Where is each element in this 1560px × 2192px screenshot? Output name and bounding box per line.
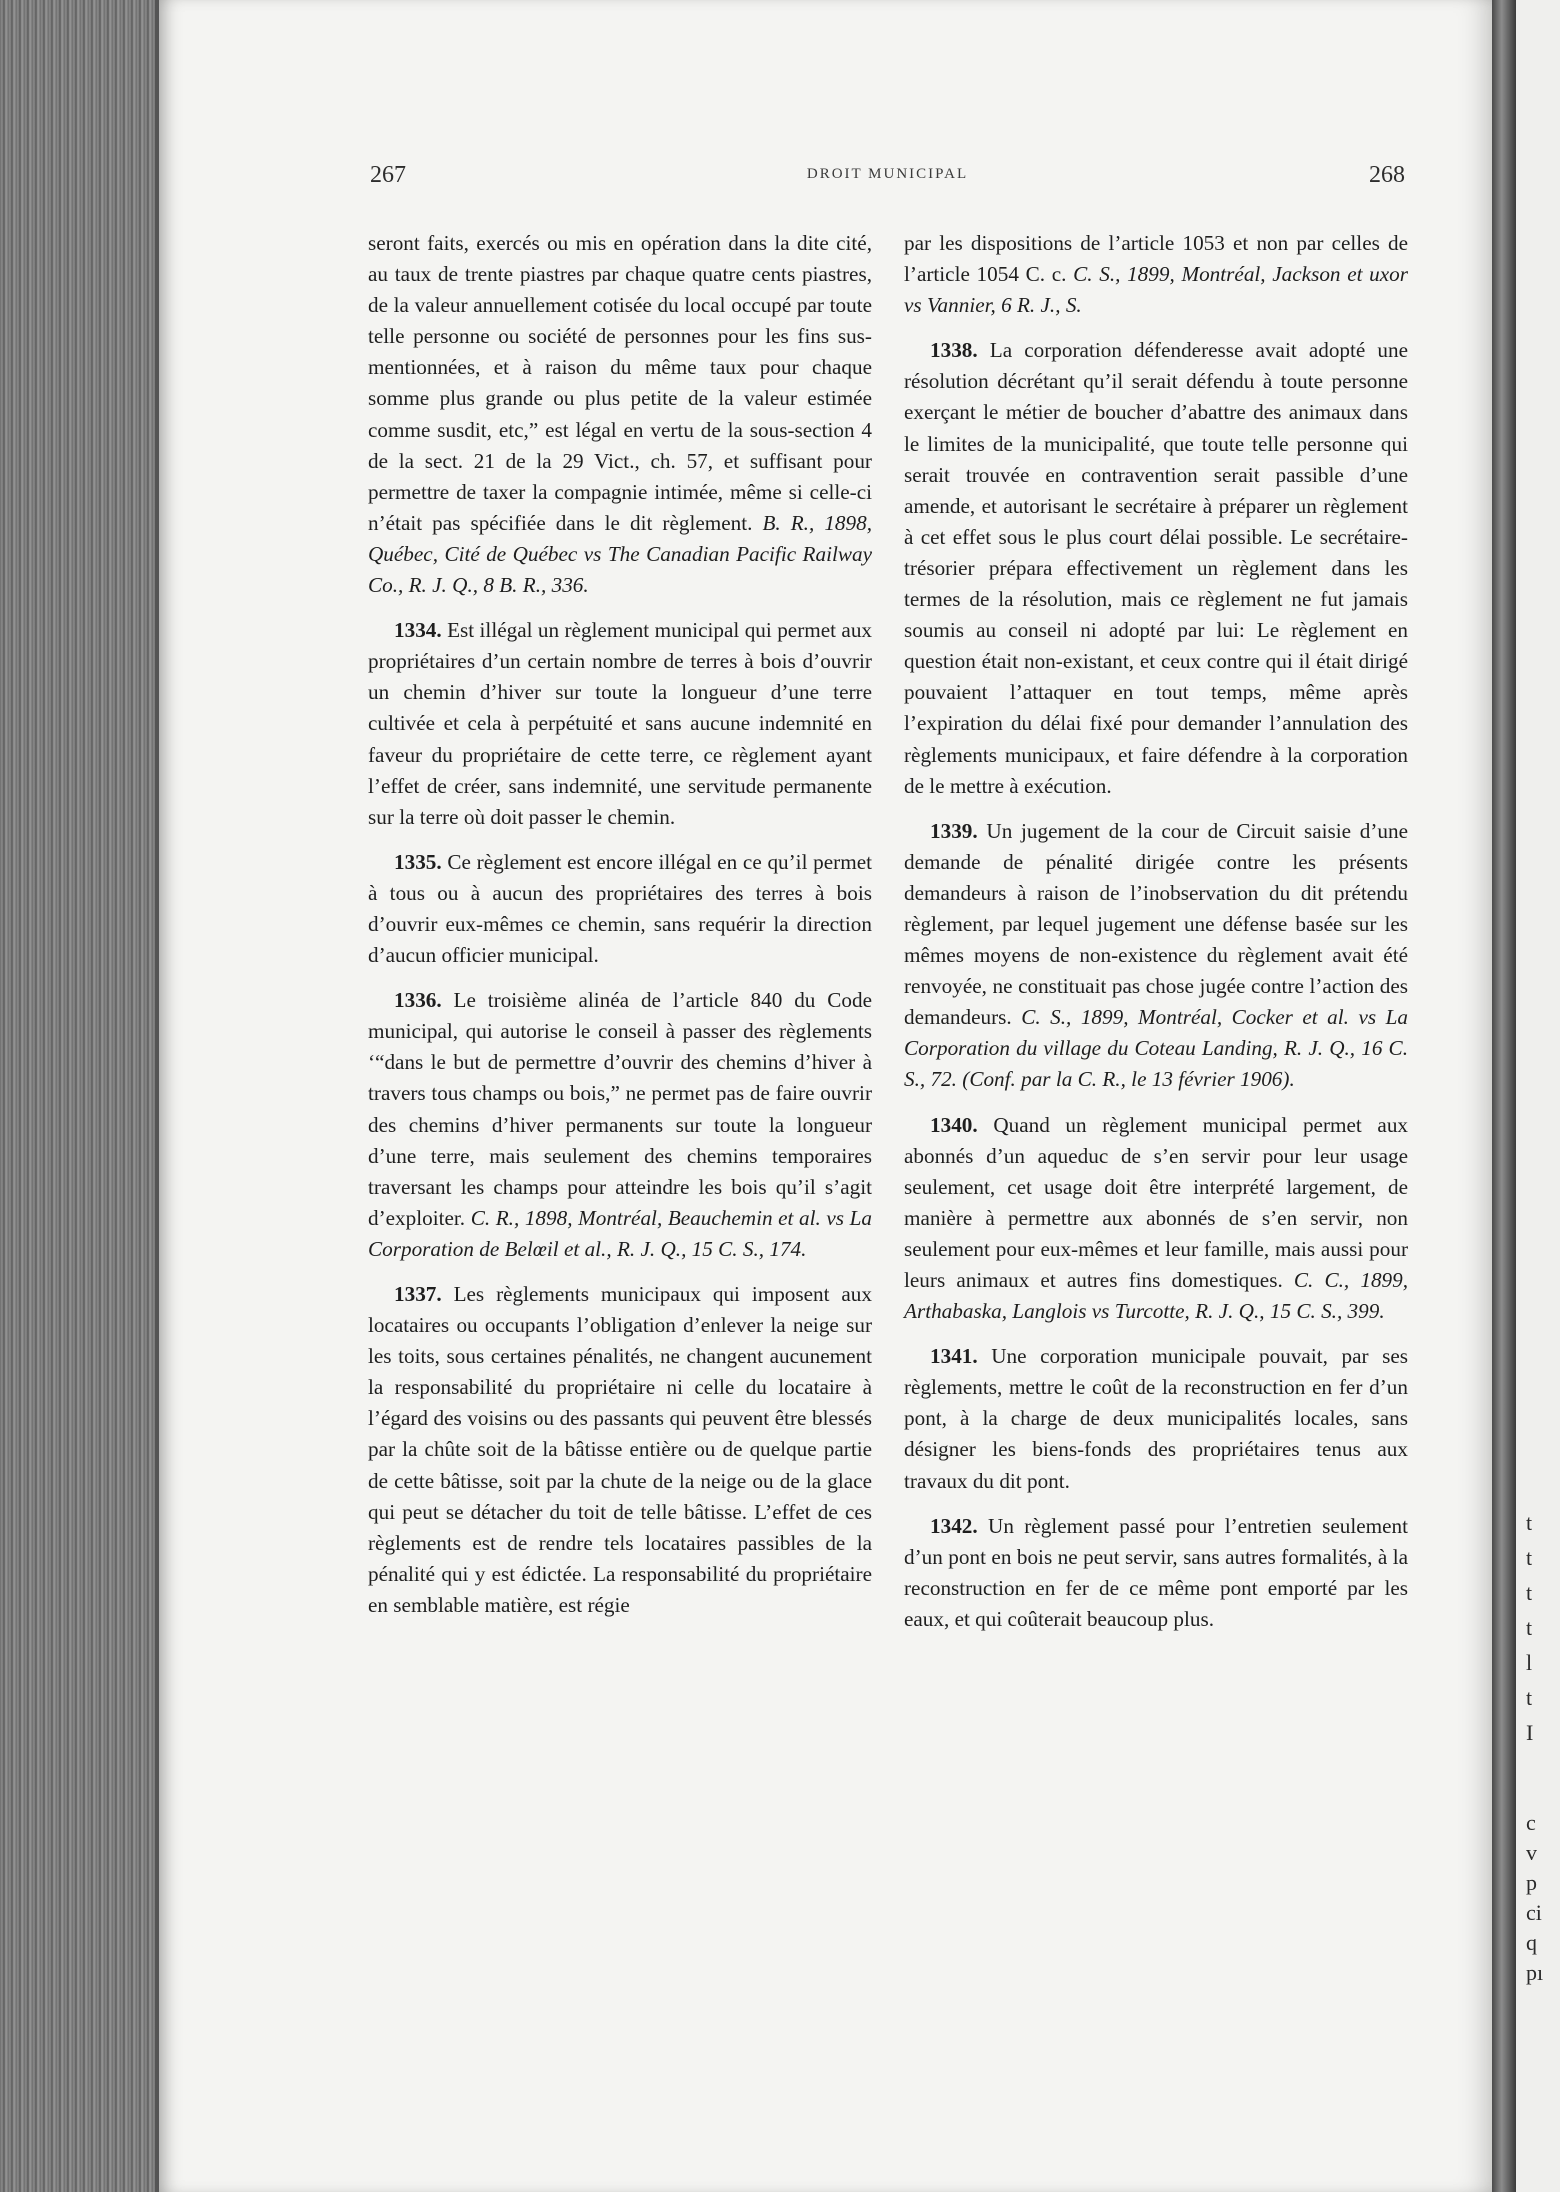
article-text: seront faits, exercés ou mis en opération dans la dite cité, au taux de trente piastres par chaque quatre cents piastres, de la valeur annuellement cotisée du local occupé par toute telle personne ou société de personnes pour les fins sus-mentionnées, et à raison du même taux pour chaque somme plus grande ou plus petite de la valeur estimée comme susdit, etc,” est légal en vertu de la sous-section 4 de la sect. 21 de la 29 Vict., ch. 57, et suffisant pour permettre de taxer la compagnie intimée, même si celle-ci n’était pas spécifiée dans le dit règlement. [368,231,872,535]
page-header [370,162,1405,198]
next-page-fragment: pı [1526,1960,1544,1985]
article-text: Ce règlement est encore illégal en ce qu’il permet à tous ou à aucun des propriétaires des terres à bois d’ouvrir eux-mêmes ce chemin, sans requérir la direction d’aucun officier municipal. [368,849,873,968]
article-number: 1339. [930,818,978,843]
next-page-fragment: l [1526,1650,1533,1675]
next-page-strip [1516,0,1560,2192]
article-number: 1334. [394,618,442,643]
next-page-fragment: t [1526,1615,1533,1640]
article-number: 1336. [394,988,442,1013]
right-column [904,228,1408,1649]
article-citation: C. C., 1899, Arthabaska, Langlois vs Turcotte, R. J. Q., 15 C. S., 399. [904,1268,1409,1324]
article-text: Est illégal un règlement municipal qui permet aux propriétaires d’un certain nombre de terres à bois d’ouvrir un chemin d’hiver sur toute la longueur d’une terre cultivée et cela à perpétuité et sans aucune indemnité en faveur du propriétaire de cette terre, ce règlement ayant l’effet de créer, sans indemnité, une servitude permanente sur la terre où doit passer le chemin. [368,618,873,829]
article-citation: C. S., 1899, Montréal, Cocker et al. vs La Corporation du village du Coteau Landing, R. J. Q., 16 C. S., 72. (Conf. par la C. R., le 13 février 1906). [904,1005,1409,1092]
article-text: Les règlements municipaux qui imposent aux locataires ou occupants l’obligation d’enlever la neige sur les toits, sous certaines pénalités, ne changent aucunement la responsabilité du propriétaire ni celle du locataire à l’égard des voisins ou des passants qui peuvent être blessés par la chûte soit de la bâtisse entière ou de quelque partie de cette bâtisse, soit par la chute de la neige ou de la glace qui peut se détacher du toit de telle bâtisse. L’effet de ces règlements est de rendre tels locataires passibles de la pénalité qui y est édictée. La responsabilité du propriétaire en semblable matière, est régie [368,1282,872,1617]
next-page-fragment: q [1526,1930,1537,1955]
article-number: 1337. [394,1282,442,1306]
article-text: Un règlement passé pour l’entretien seulement d’un pont en bois ne peut servir, sans autres formalités, à la reconstruction en fer de ce même pont emporté par les eaux, et qui coûterait beaucoup plus. [904,1513,1408,1631]
left-column [368,228,872,1635]
article-paragraph [368,1279,872,1621]
article-text: par les dispositions de l’article 1053 et non par celles de l’article 1054 C. c. [904,231,1408,287]
next-page-fragment: t [1526,1685,1533,1710]
article-text: Une corporation municipale pouvait, par ses règlements, mettre le coût de la reconstruction en fer d’un pont, à la charge de deux municipalités locales, sans désigner les biens-fonds des propriétaires tenus aux travaux du dit pont. [904,1344,1409,1493]
next-page-fragment: I [1526,1720,1534,1745]
article-paragraph [904,335,1408,801]
article-citation: C. S., 1899, Montréal, Jackson et uxor vs Vannier, 6 R. J., S. [904,262,1409,318]
right-page-number: 268 [1369,162,1405,188]
article-number: 1340. [930,1112,978,1137]
next-page-fragment: t [1526,1545,1533,1570]
next-page-fragment: ci [1526,1900,1542,1925]
next-page-fragment: p [1526,1870,1537,1895]
article-paragraph [368,985,872,1265]
next-page-fragment: v [1526,1840,1537,1865]
article-number: 1342. [930,1513,978,1538]
article-paragraph [904,1110,1408,1328]
article-citation: C. R., 1898, Montréal, Beauchemin et al. vs La Corporation de Belœil et al., R. J. Q., 15 C. S., 174. [368,1205,872,1261]
article-citation: B. R., 1898, Québec, Cité de Québec vs The Canadian Pacific Railway Co., R. J. Q., 8 B. R., 336. [368,510,872,598]
next-page-fragment: t [1526,1510,1533,1535]
article-number: 1335. [394,849,442,874]
article-text: Le troisième alinéa de l’article 840 du Code municipal, qui autorise le conseil à passer des règlements ‘“dans le but de permettre d’ouvrir des chemins d’hiver à travers tous champs ou bois,” ne permet pas de faire ouvrir des chemins d’hiver permanents sur toute la longueur d’une terre, mais seulement des chemins temporaires traversant les champs pour atteindre les bois qu’il s’agit d’exploiter. [368,988,872,1230]
article-paragraph [368,615,872,833]
article-number: 1341. [930,1344,978,1369]
book-page-edges [0,0,175,2192]
article-paragraph [904,228,1408,321]
book-gutter [1492,0,1516,2192]
article-number: 1338. [930,338,978,363]
next-page-fragment: c [1526,1810,1536,1835]
article-text: Quand un règlement municipal permet aux abonnés d’un aqueduc de s’en servir pour leur usage seulement, cet usage doit être interprété largement, de manière à permettre aux abonnés de s’en servir, non seulement pour eux-mêmes et leur famille, mais aussi pour leurs animaux et autres fins domestiques. [904,1112,1409,1292]
running-head: DROIT MUNICIPAL [806,166,969,182]
article-paragraph [904,816,1408,1096]
article-paragraph [368,847,872,971]
next-page-fragment: t [1526,1580,1533,1605]
article-paragraph [904,1511,1408,1635]
left-page-number: 267 [370,162,406,188]
article-text: La corporation défenderesse avait adopté une résolution décrétant qu’il serait défendu à toute personne exerçant le métier de boucher d’abattre des animaux dans le limites de la municipalité, que toute telle personne qui serait trouvée en contravention serait passible d’une amende, et autorisant le secrétaire à préparer un règlement à cet effet sous le plus court délai possible. Le secrétaire-trésorier prépara effectivement un règlement dans les termes de la résolution, mais ce règlement ne fut jamais soumis au conseil ni adopté par lui: Le règlement en question était non-existant, et ceux contre qui il était dirigé pouvaient l’attaquer en tout temps, même après l’expiration du délai fixé pour demander l’annulation des règlements municipaux, et faire défendre à la corporation de le mettre à exécution. [904,338,1409,798]
article-paragraph [904,1341,1408,1496]
article-paragraph [368,228,872,601]
article-text: Un jugement de la cour de Circuit saisie d’une demande de pénalité dirigée contre les présents demandeurs à raison de l’inobservation du dit prétendu règlement, par lequel jugement une défense basée sur les mêmes moyens de non-existence du règlement avait été renvoyée, ne constituait pas chose jugée contre l’action des demandeurs. [904,818,1408,1030]
